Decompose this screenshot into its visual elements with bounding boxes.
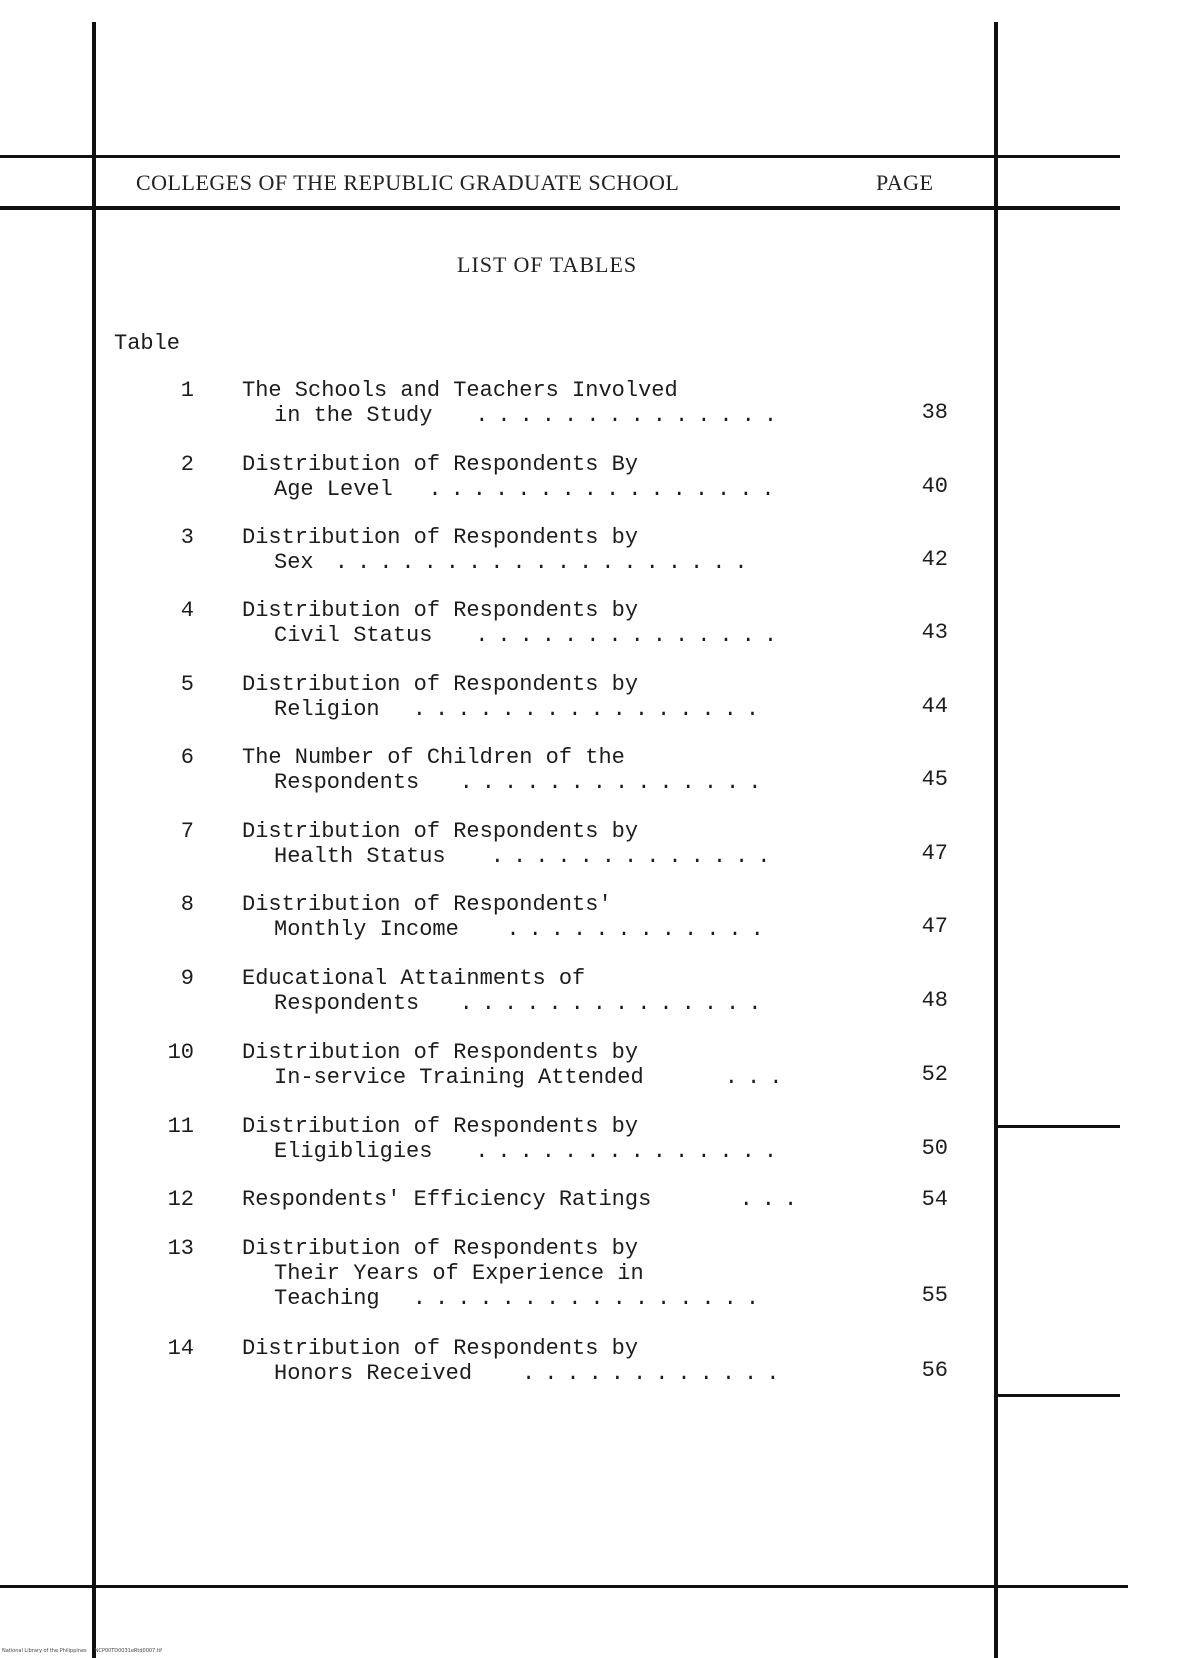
leader-dots: ................ [412,697,769,722]
table-number: 3 [180,525,194,550]
table-number: 7 [180,819,194,844]
entry-title-line: The Schools and Teachers Involved [242,378,678,403]
entry-title-line: Honors Received [274,1361,473,1386]
page-number: 44 [921,694,948,719]
entry-title-line: Civil Status [274,623,433,648]
leader-dots: ............ [506,917,773,942]
leader-dots: .............. [475,1139,787,1164]
page-number: 47 [921,914,948,939]
entry-title-line: Distribution of Respondents by [242,1336,639,1361]
page-number: 54 [921,1187,948,1212]
entry-title-line: in the Study [274,403,433,428]
page-number: 56 [921,1358,948,1383]
table-number: 11 [167,1114,194,1139]
table-number: 1 [180,378,194,403]
page-number: 52 [921,1062,948,1087]
page-number: 40 [921,474,948,499]
table-number: 9 [180,966,194,991]
leader-dots: .............. [459,770,771,795]
page-number: 42 [921,547,948,572]
leader-dots: .............. [459,991,771,1016]
side-tick-rule [996,1394,1120,1397]
entry-title-line: Health Status [274,844,446,869]
leader-dots: .............. [475,403,787,428]
entry-title-line: In-service Training Attended [274,1065,644,1090]
entry-title-line: Respondents [274,770,420,795]
entry-title-line: Sex [274,550,314,575]
entry-title-line: Age Level [274,477,393,502]
entry-title-line: Distribution of Respondents' [242,892,612,917]
table-number: 6 [180,745,194,770]
leader-dots: ................ [428,477,784,502]
entry-title-line: Distribution of Respondents by [242,1114,639,1139]
leader-dots: ................... [334,550,757,575]
header-bottom-rule [0,206,1120,210]
scan-footer-note: National Library of the Philippines NCP00TD0031eRtd0007.tif [2,1648,162,1654]
entry-title-line: Distribution of Respondents by [242,672,639,697]
entry-title-line: Distribution of Respondents by [242,1040,639,1065]
table-number: 2 [180,452,194,477]
left-margin-rule [92,22,96,1658]
entry-title-line: Their Years of Experience in [274,1261,644,1286]
table-number: 13 [167,1236,194,1261]
entry-title-line: Respondents [274,991,420,1016]
leader-dots: ... [739,1187,807,1212]
leader-dots: ............. [490,844,780,869]
table-column-label: Table [114,331,181,356]
entry-title-line: Teaching [274,1286,380,1311]
table-number: 12 [167,1187,194,1212]
school-header: COLLEGES OF THE REPUBLIC GRADUATE SCHOOL [136,170,680,195]
list-of-tables-title: LIST OF TABLES [457,252,638,277]
leader-dots: ... [724,1065,792,1090]
leader-dots: .............. [475,623,787,648]
entry-title-line: Distribution of Respondents By [242,452,639,477]
footer-rule [0,1585,1128,1588]
header-top-rule [0,155,1120,158]
page-column-header: PAGE [876,170,934,195]
page-number: 48 [921,988,948,1013]
entry-title-line: Distribution of Respondents by [242,1236,639,1261]
entry-title-line: Distribution of Respondents by [242,819,639,844]
leader-dots: ................ [412,1286,769,1311]
entry-title-line: Educational Attainments of [242,966,586,991]
entry-title-line: The Number of Children of the [242,745,625,770]
table-number: 5 [180,672,194,697]
page-number: 50 [921,1136,948,1161]
entry-title-line: Respondents' Efficiency Ratings [242,1187,652,1212]
page-number: 55 [921,1283,948,1308]
table-number: 8 [180,892,194,917]
side-tick-rule [996,1125,1120,1128]
entry-title-line: Monthly Income [274,917,459,942]
right-margin-rule [994,22,998,1658]
entry-title-line: Distribution of Respondents by [242,525,639,550]
leader-dots: ............ [522,1361,789,1386]
entry-title-line: Religion [274,697,380,722]
table-number: 10 [167,1040,194,1065]
page-number: 43 [921,620,948,645]
page-number: 45 [921,767,948,792]
entry-title-line: Eligibligies [274,1139,433,1164]
page-number: 47 [921,841,948,866]
page-number: 38 [921,400,948,425]
entry-title-line: Distribution of Respondents by [242,598,639,623]
table-number: 14 [167,1336,194,1361]
table-number: 4 [180,598,194,623]
